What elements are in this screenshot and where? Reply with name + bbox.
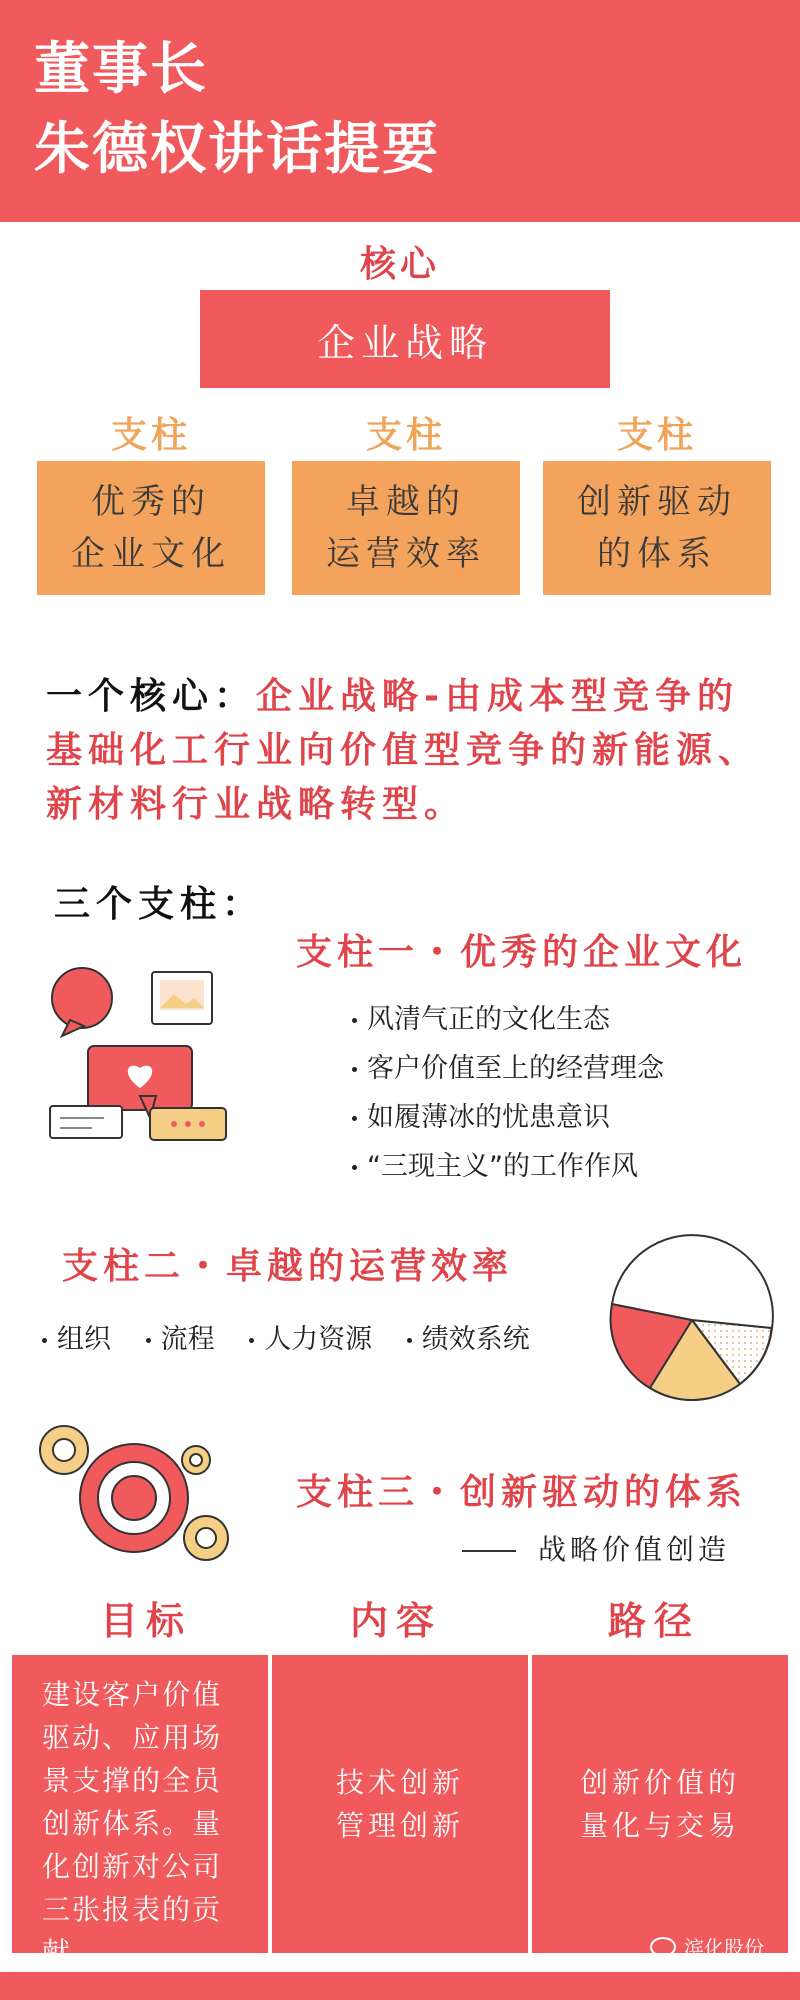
footer-bar [0,1972,800,2000]
pillar-box-efficiency [292,461,520,595]
pillar-1-item-3: 如履薄冰的忧患意识 [367,1102,610,1133]
header-banner [0,0,800,222]
pillar-3-line-1: 创新驱动 [577,482,737,522]
pillar-2-item-2: 流程 [160,1324,215,1355]
one-core-prefix: 一个核心： [46,676,257,717]
pillar-2-title: 支柱二・卓越的运营效率 [62,1246,514,1287]
list-item [352,1044,664,1093]
column-label-goal: 目标 [99,1599,192,1643]
column-box-goal [12,1655,268,1969]
column-box-content [272,1655,528,1953]
title-line-1: 董事长 [34,37,208,102]
watermark-text: 滨化股份 [684,1936,764,1960]
column-path-line-1: 创新价值的 [579,1766,740,1799]
column-box-path [532,1655,788,1953]
dash-line [462,1550,516,1552]
pillar-2-bullet-list [42,1315,530,1364]
list-item [407,1324,530,1355]
pillar-2-item-4: 绩效系统 [421,1324,530,1355]
title-line-2: 朱德权讲话提要 [34,117,440,182]
list-item [249,1324,372,1355]
pillar-2-item-1: 组织 [57,1324,111,1355]
pillar-1-title: 支柱一・优秀的企业文化 [296,932,748,973]
list-item [42,1324,111,1355]
column-label-content: 内容 [349,1599,442,1643]
chat-illustration-icon [48,962,248,1146]
pillar-1-line-2: 企业文化 [71,534,231,574]
pillar-1-item-1: 风清气正的文化生态 [367,1004,610,1035]
pillar-1-bullet-list [352,995,664,1191]
one-core-paragraph [46,670,766,832]
pillar-2-line-2: 运营效率 [326,534,486,574]
list-item [352,1093,664,1142]
pillar-1-item-2: 客户价值至上的经营理念 [367,1053,664,1084]
pillar-label-1: 支柱 [110,415,191,456]
pillar-3-subtitle-text: 战略价值创造 [538,1533,731,1566]
column-content-line-2: 管理创新 [335,1809,464,1842]
list-item [352,995,664,1044]
one-core-text: 企业战略-由成本型竞争的基础化工行业向价值型竞争的新能源、新材料行业战略转型。 [46,676,761,825]
pillar-2-item-3: 人力资源 [264,1324,373,1355]
list-item [352,1142,664,1191]
watermark [650,1932,764,1961]
column-label-path: 路径 [607,1599,700,1643]
pillar-label-3: 支柱 [616,415,697,456]
column-goal-text: 建设客户价值驱动、应用场景支撑的全员创新体系。量化创新对公司三张报表的贡献。 [42,1678,223,1969]
pillar-3-subtitle [462,1528,730,1568]
pie-illustration-icon [604,1232,780,1408]
core-label: 核心 [359,244,440,285]
three-pillars-heading: 三个支柱： [54,884,265,925]
pillar-label-2: 支柱 [365,415,446,456]
gears-illustration-icon [30,1412,240,1582]
pillar-3-line-2: 的体系 [597,534,717,574]
list-item [146,1324,215,1355]
column-path-line-2: 量化与交易 [579,1809,740,1842]
pillar-1-line-1: 优秀的 [91,482,211,522]
core-box: 企业战略 [200,290,610,388]
pillar-1-item-4: “三现主义”的工作作风 [367,1151,638,1182]
page-title [34,30,440,190]
column-content-line-1: 技术创新 [335,1766,464,1799]
wechat-icon [650,1937,676,1957]
pillar-3-title: 支柱三・创新驱动的体系 [296,1472,748,1513]
pillar-box-culture [37,461,265,595]
pillar-2-line-1: 卓越的 [346,482,466,522]
pillar-box-innovation [543,461,771,595]
